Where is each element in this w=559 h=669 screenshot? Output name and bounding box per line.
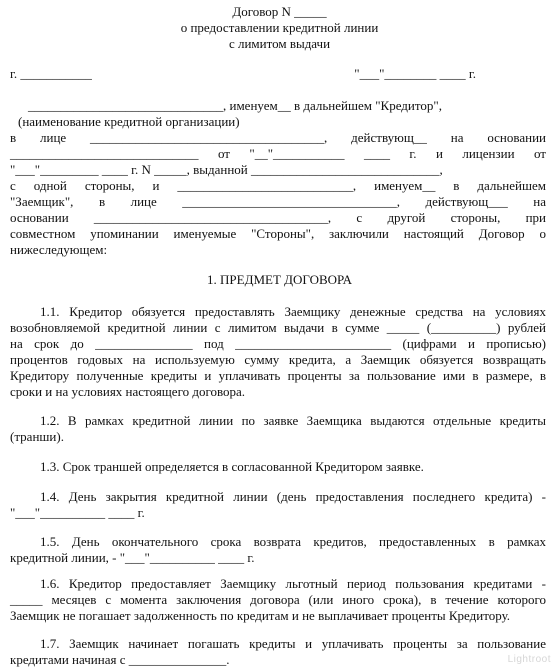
parties-line: _____________________________ от "__"___________ ____ г. и лицензии от [10,146,546,161]
clause-1-2-line: 1.2. В рамках кредитной линии по заявке Заемщика выдаются отдельные кредиты [40,413,546,428]
parties-line: совместном упоминании именуемые "Стороны", заключили настоящий Договор о [10,226,546,241]
clause-1-6-line: 1.6. Кредитор предоставляет Заемщику льготный период пользования кредитами - [40,576,546,591]
parties-line: в лице ____________________________________, действующ__ на основании [10,130,546,145]
clause-1-7-line: 1.7. Заемщик начинает погашать кредиты и уплачивать проценты за пользование [40,636,546,651]
clause-1-1-line: Кредитору полученные кредиты и уплачивать проценты за пользование ими в размере, в [10,368,546,383]
clause-1-5-line: 1.5. День окончательного срока возврата кредитов, предоставленных в рамках [40,534,546,549]
clause-1-1-line: на срок до _______________ под ________________________ (цифрами и прописью) [10,336,546,351]
parties-line: основании ____________________________________, с другой стороны, при [10,210,546,225]
clause-1-4-line: "___"__________ ____ г. [10,505,145,520]
document-subtitle-2: с лимитом выдачи [228,36,331,51]
clause-1-5-line: кредитной линии, - "___"__________ ____ г. [10,550,255,565]
document-title: Договор N _____ [232,4,327,19]
watermark: Lightroot [507,654,551,665]
place-field: г. ___________ [10,66,92,81]
document-subtitle-1: о предоставлении кредитной линии [180,20,379,35]
clause-1-6-line: Заемщик не погашает задолженность по кредитам и не выплачивает проценты Кредитору. [10,608,511,623]
clause-1-7-line: кредитами начиная с _______________. [10,652,230,667]
creditor-caption: (наименование кредитной организации) [18,114,240,129]
clause-1-1-line: сроки и на условиях настоящего договора. [10,384,246,399]
clause-1-6-line: _____ месяцев с момента заключения договора (или иного срока), в течение которого [10,592,546,607]
clause-1-1-line: возобновляемой кредитной линии с лимитом выдачи в сумме _____ (__________) рублей [10,320,546,335]
section-heading: 1. ПРЕДМЕТ ДОГОВОРА [207,272,352,287]
parties-line: нижеследующем: [10,242,108,257]
creditor-line: ______________________________, именуем__ в дальнейшем "Кредитор", [28,98,442,113]
clause-1-1-line: процентов годовых на используемую сумму кредита, а Заемщик обязуется возвращать [10,352,546,367]
date-field: "___"________ ____ г. [354,66,476,81]
parties-line: "___"_________ ____ г. N _____, выданной _____________________________, [10,162,443,177]
clause-1-4-line: 1.4. День закрытия кредитной линии (день предоставления последнего кредита) - [40,489,546,504]
clause-1-1-line: 1.1. Кредитор обязуется предоставлять Заемщику денежные средства на условиях [40,304,546,319]
clause-1-2-line: (транши). [10,429,64,444]
parties-line: "Заемщик", в лице _________________________________, действующ___ на [10,194,546,209]
parties-line: с одной стороны, и ___________________________, именуем__ в дальнейшем [10,178,546,193]
clause-1-3-line: 1.3. Срок траншей определяется в согласованной Кредитором заявке. [40,459,424,474]
